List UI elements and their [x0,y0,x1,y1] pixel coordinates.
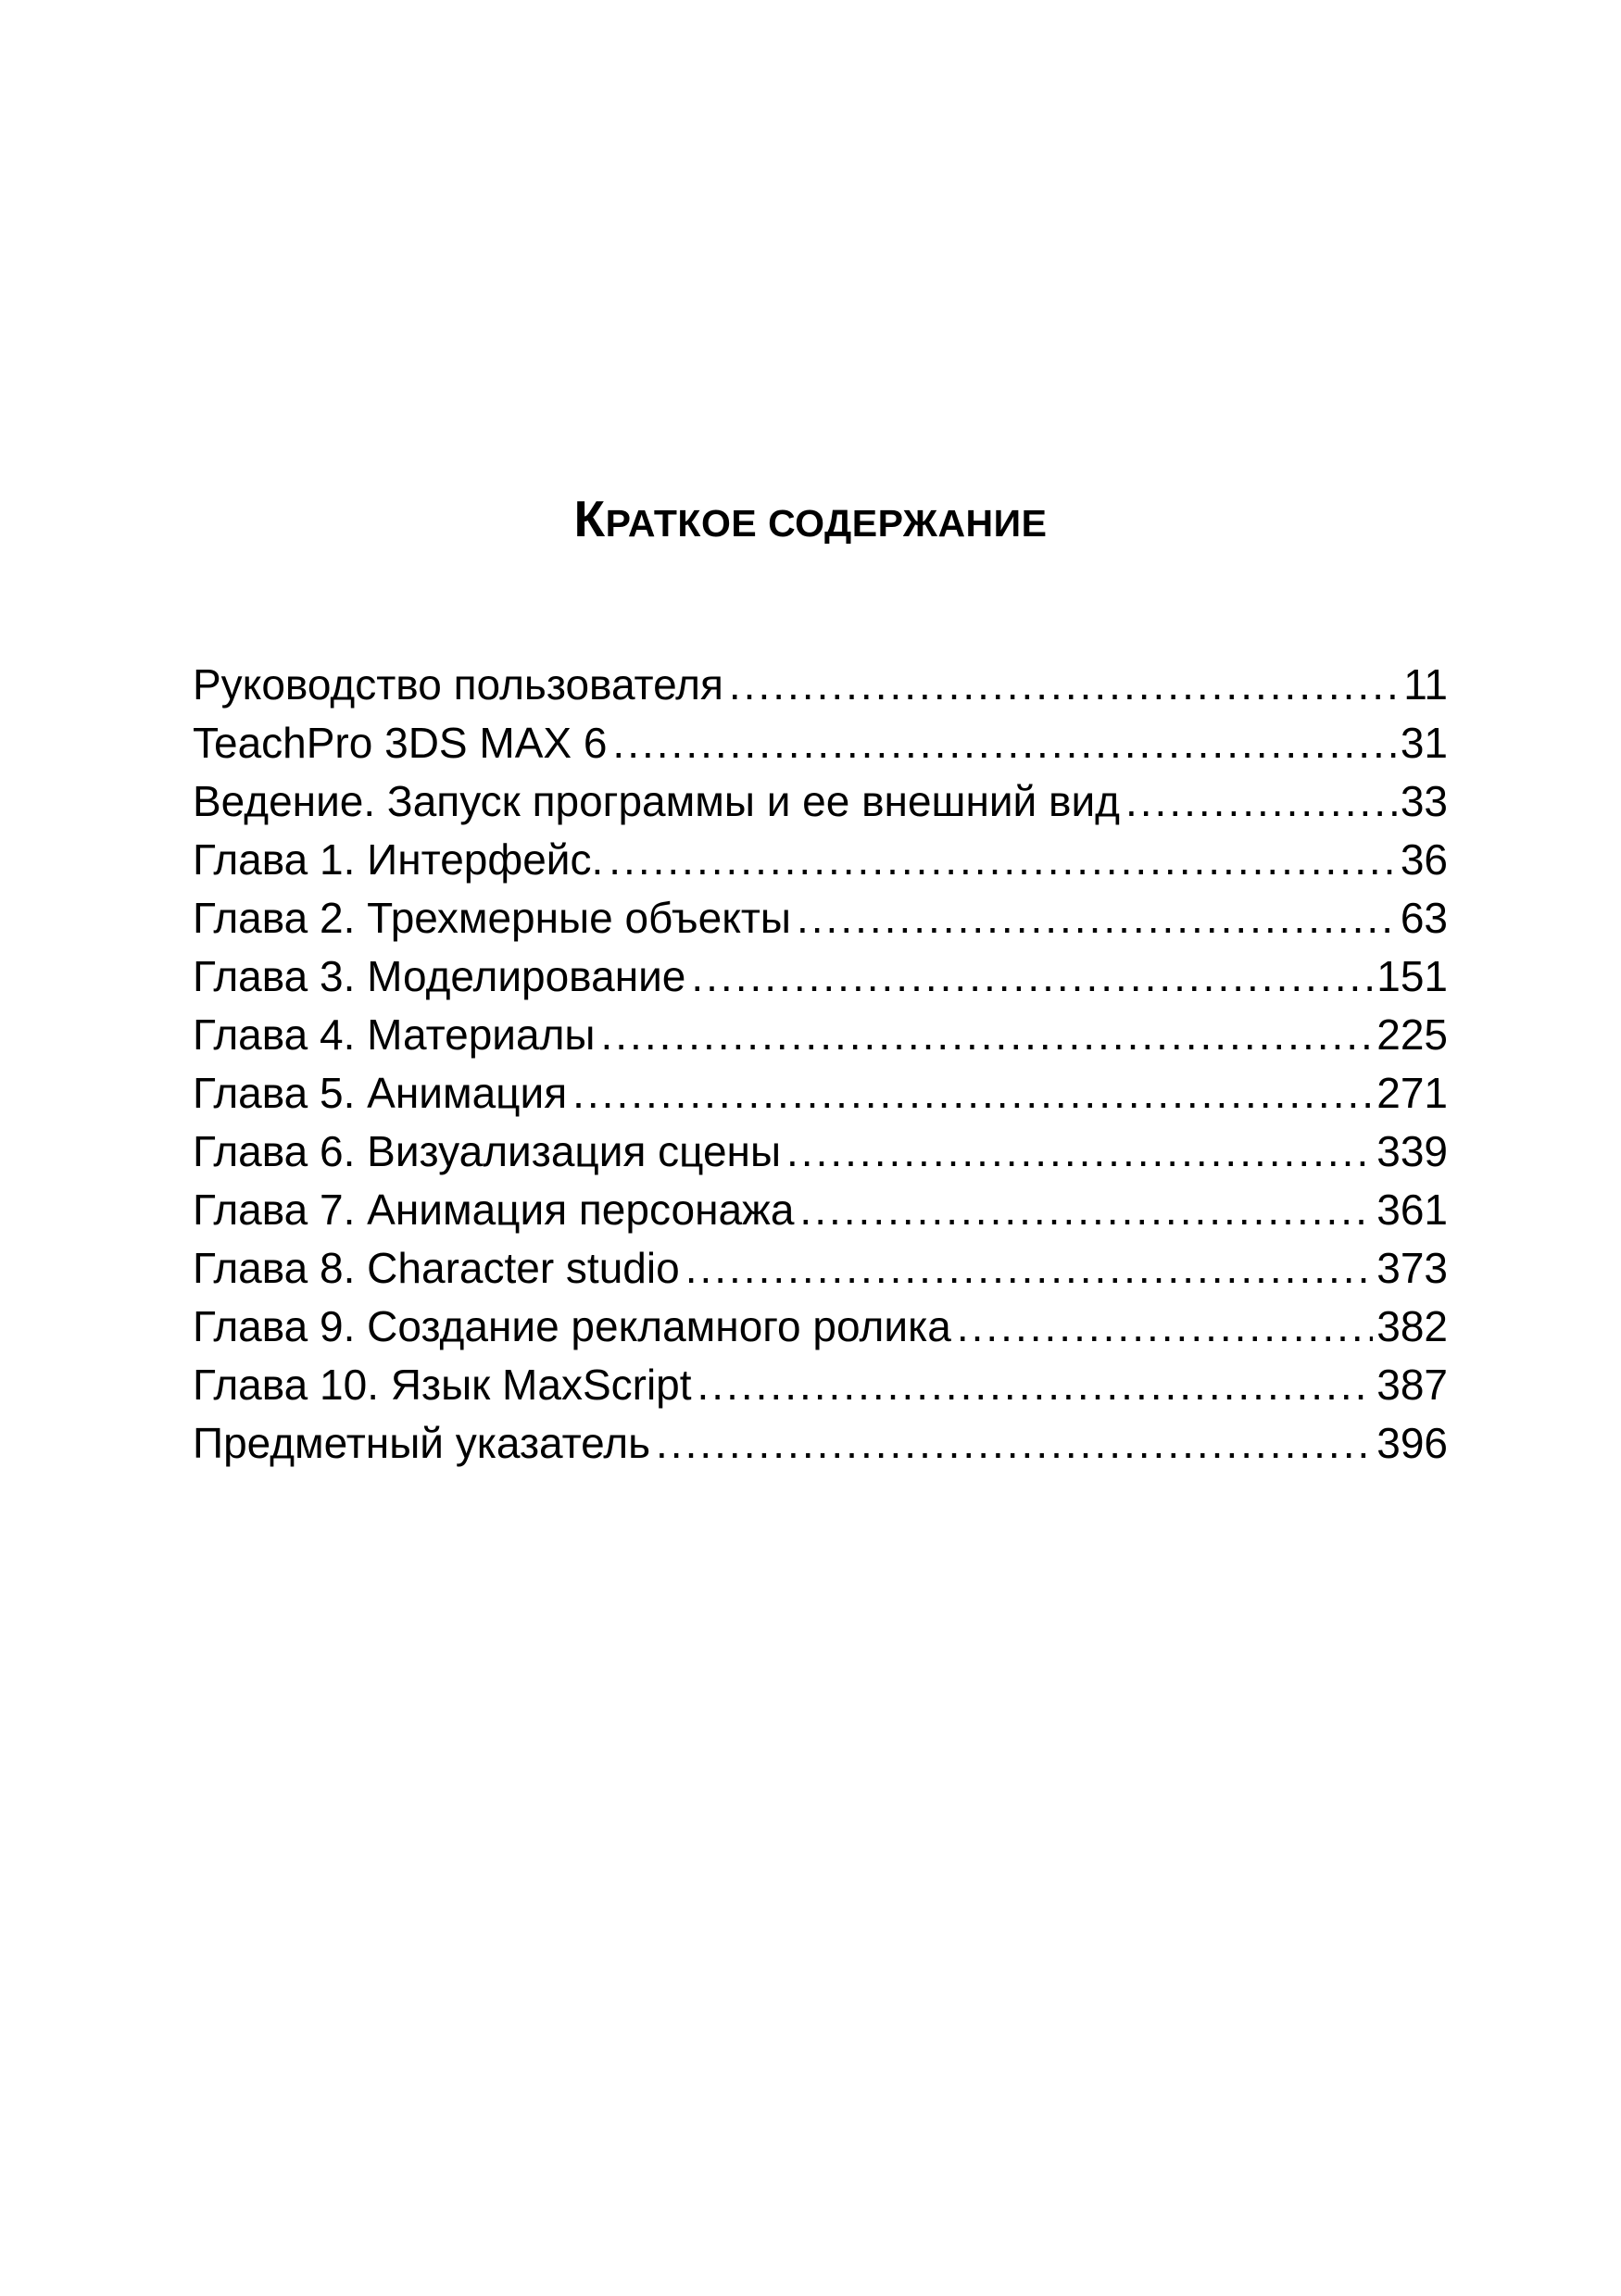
toc-entry-page: 33 [1400,777,1448,825]
toc-entry-title: Глава 10. Язык MaxScript [193,1361,692,1409]
toc-entry [193,1414,1448,1473]
toc-entry-title: Глава 4. Материалы [193,1010,596,1059]
toc-dot-leader [1125,772,1397,831]
toc-entry-title: Глава 5. Анимация [193,1069,568,1117]
toc-entry-page: 382 [1376,1302,1448,1350]
toc-entry-page: 361 [1376,1186,1448,1234]
toc-entry [193,772,1448,831]
toc-entry-title: TeachPro 3DS MAX 6 [193,719,608,767]
toc-entry [193,1006,1448,1064]
toc-entry-title: Глава 6. Визуализация сцены [193,1127,782,1175]
toc-dot-leader [697,1356,1374,1414]
toc-entry-title: Глава 2. Трехмерные объекты [193,894,791,942]
toc-entry-title: Глава 8. Character studio [193,1244,680,1292]
toc-entry-title: Глава 9. Создание рекламного ролика [193,1302,951,1350]
toc-entry [193,1298,1448,1356]
toc-entry-title: Глава 1. Интерфейс. [193,835,604,884]
toc-dot-leader [691,947,1373,1006]
toc-entry-title: Руководство пользователя [193,660,723,709]
toc-entry [193,1356,1448,1414]
toc-entry-title: Ведение. Запуск программы и ее внешний вид [193,777,1120,825]
toc-entry [193,656,1448,714]
title-rest: РАТКОЕ СОДЕРЖАНИЕ [605,501,1048,545]
toc-entry-page: 271 [1376,1069,1448,1117]
toc-entry [193,1181,1448,1239]
toc-entry [193,1123,1448,1181]
toc-entry-page: 387 [1376,1361,1448,1409]
toc-entry-page: 151 [1376,952,1448,1000]
toc-entry-title: Глава 7. Анимация персонажа [193,1186,795,1234]
toc-entry [193,714,1448,772]
toc-entry-page: 63 [1400,894,1448,942]
toc-dot-leader [957,1298,1373,1356]
toc-entry-page: 225 [1376,1010,1448,1059]
toc-entry-page: 11 [1403,660,1448,709]
toc-dot-leader [572,1064,1373,1123]
toc-entry-title: Предметный указатель [193,1419,651,1467]
toc-entry-page: 339 [1376,1127,1448,1175]
toc-entry-page: 396 [1376,1419,1448,1467]
toc-entry-page: 31 [1400,719,1448,767]
toc-entry [193,889,1448,947]
toc-dot-leader [609,831,1397,889]
toc-dot-leader [799,1181,1373,1239]
toc-dot-leader [685,1239,1374,1298]
table-of-contents [193,656,1448,1473]
toc-dot-leader [729,656,1400,714]
toc-dot-leader [612,714,1396,772]
toc-dot-leader [600,1006,1373,1064]
title-initial: К [573,489,606,547]
toc-entry [193,947,1448,1006]
toc-dot-leader [797,889,1397,947]
toc-entry [193,831,1448,889]
toc-entry-page: 36 [1400,835,1448,884]
toc-entry-title: Глава 3. Моделирование [193,952,686,1000]
toc-entry [193,1239,1448,1298]
page-title [0,486,1621,556]
toc-entry-page: 373 [1376,1244,1448,1292]
toc-dot-leader [786,1123,1373,1181]
toc-dot-leader [656,1414,1373,1473]
toc-entry [193,1064,1448,1123]
